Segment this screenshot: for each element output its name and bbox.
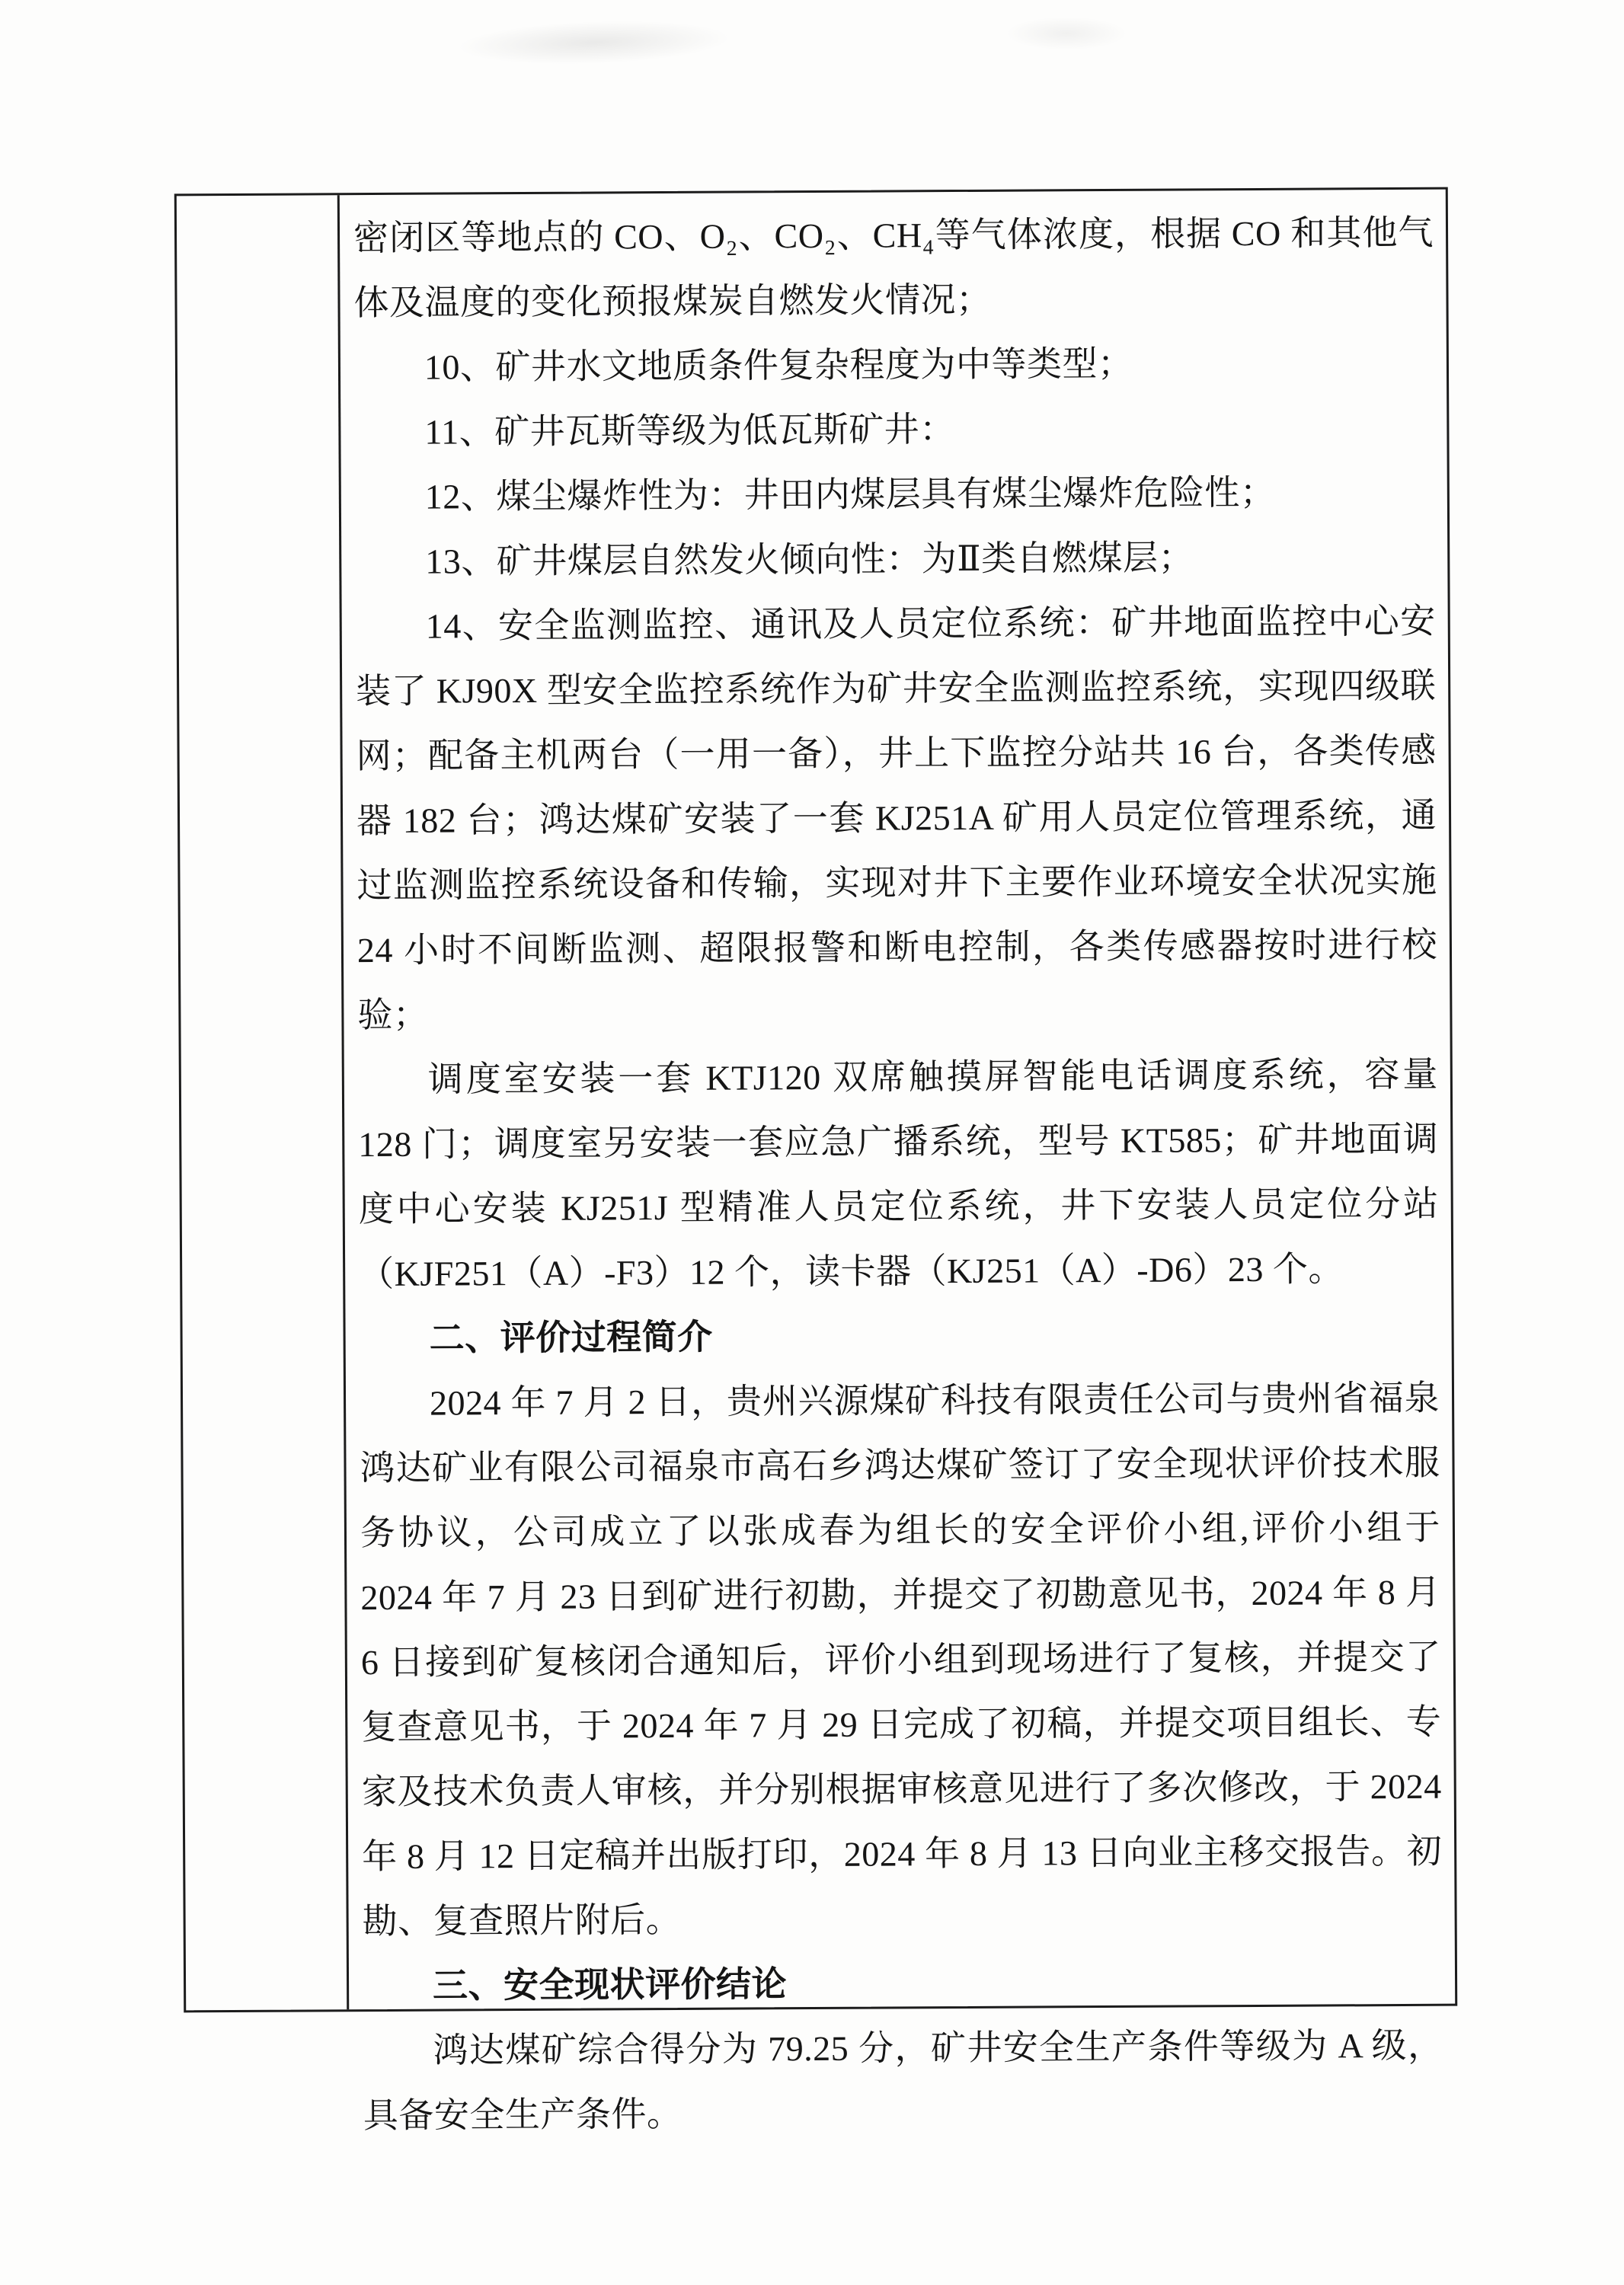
- para-item-11-gas-grade: 11、矿井瓦斯等级为低瓦斯矿井：: [424, 410, 955, 452]
- scan-smudge: [456, 17, 732, 69]
- scan-smudge: [1005, 17, 1127, 50]
- table-content-cell: [340, 190, 1455, 2136]
- para-item-10-hydrogeology: 10、矿井水文地质条件复杂程度为中等类型；: [424, 344, 1133, 387]
- heading-section-3-evaluation-conclusion: 三、安全现状评价结论: [432, 1964, 788, 2005]
- para-item-14-monitoring-systems: 14、安全监测监控、通讯及人员定位系统：矿井地面监控中心安装了 KJ90X 型安全监控系统作为矿井安全监测监控系统，实现四级联网；配备主机两台（一用一备），井上下监控分站共 16 台，各类传感器 182 台；鸿达煤矿安装了一套 KJ251A 矿用人员定位管理系统，通过监测监控系统设备和传输，实现对井下主要作业环境安全状况实施 24 小时不间断监测、超限报警和断电控制，各类传感器按时进行校验；: [356, 601, 1438, 1035]
- report-table: [174, 187, 1457, 2136]
- para-evaluation-process: 2024 年 7 月 2 日，贵州兴源煤矿科技有限责任公司与贵州省福泉鸿达矿业有限公司福泉市高石乡鸿达煤矿签订了安全现状评价技术服务协议，公司成立了以张成春为组长的安全评价小组,评价小组于 2024 年 7 月 23 日到矿进行初勘，并提交了初勘意见书，2024 年 8 月 6 日接到矿复核闭合通知后，评价小组到现场进行了复核，并提交了复查意见书，于 2024 年 7 月 29 日完成了初稿，并提交项目组长、专家及技术负责人审核，并分别根据审核意见进行了多次修改，于 2024 年 8 月 12 日定稿并出版打印，2024 年 8 月 13 日向业主移交报告。初勘、复查照片附后。: [360, 1378, 1443, 1941]
- para-item-12-coal-dust-explosibility: 12、煤尘爆炸性为：井田内煤层具有煤尘爆炸危险性；: [424, 472, 1276, 516]
- para-gas-concentration-continuation: 密闭区等地点的 CO、O₂、CO₂、CH₄等气体浓度，根据 CO 和其他气体及温度的变化预报煤炭自燃发火情况；: [353, 213, 1434, 323]
- table-left-cell: [177, 195, 349, 2010]
- para-item-13-spontaneous-combustion: 13、矿井煤层自然发火倾向性：为Ⅱ类自燃煤层；: [425, 538, 1194, 581]
- para-dispatch-room-systems: 调度室安装一套 KTJ120 双席触摸屏智能电话调度系统，容量 128 门；调度室另安装一套应急广播系统，型号 KT585；矿井地面调度中心安装 KJ251J 型精准人员定位系统，井下安装人员定位分站（KJF251（A）-F3）12 个，读卡器（KJ251（A）-D6）23 个。: [358, 1054, 1439, 1294]
- para-evaluation-conclusion: 鸿达煤矿综合得分为 79.25 分，矿井安全生产条件等级为 A 级，具备安全生产条件。: [363, 2025, 1443, 2136]
- heading-section-2-evaluation-process: 二、评价过程简介: [429, 1317, 713, 1358]
